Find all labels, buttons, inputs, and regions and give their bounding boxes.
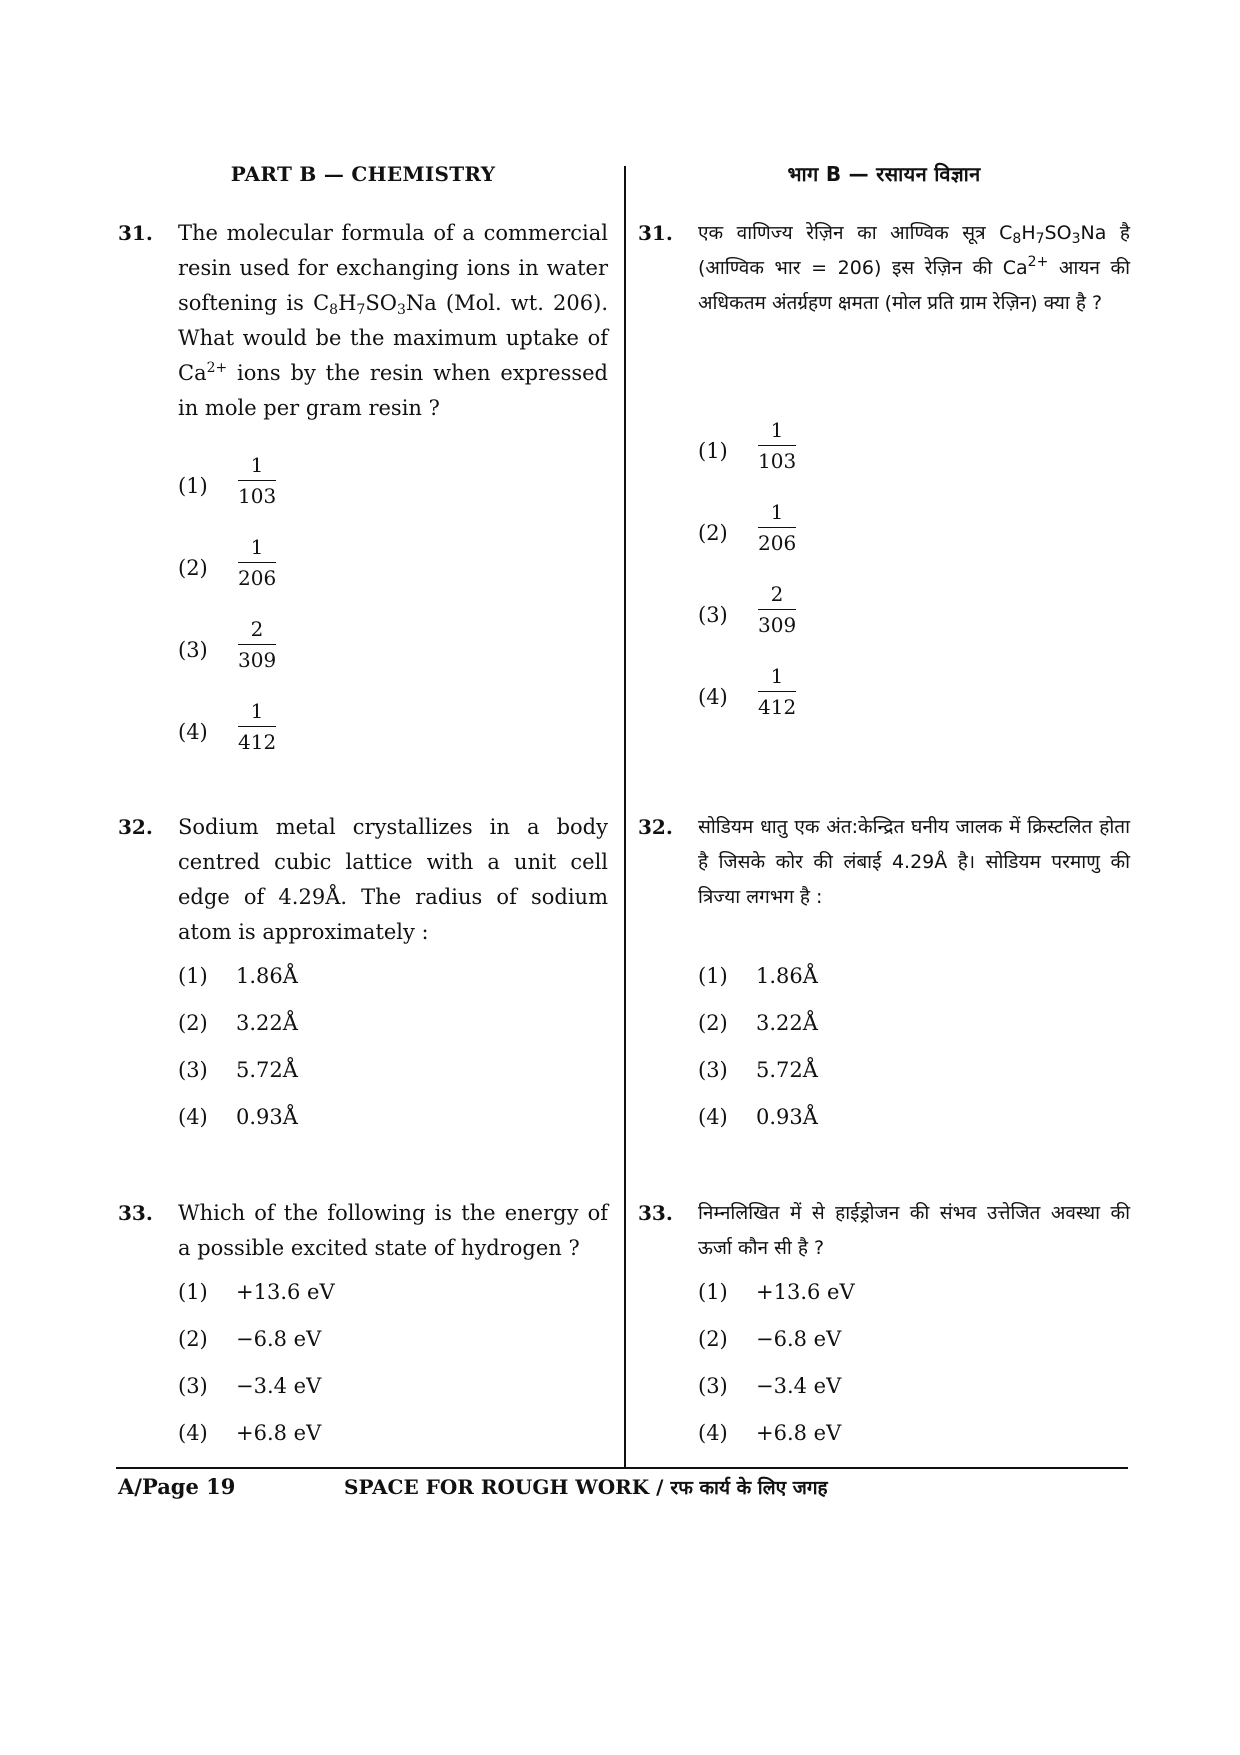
option-1: (1) +13.6 eV <box>178 1280 335 1304</box>
fraction: 1 103 <box>238 453 277 508</box>
option-4: (4) 1 412 <box>178 699 277 754</box>
option-3: (3) 2 309 <box>698 582 797 637</box>
question-31-english <box>118 216 608 780</box>
question-31-hindi <box>638 216 1130 745</box>
answer-options <box>698 1278 1130 1466</box>
question-32-hindi <box>638 810 1130 1150</box>
fraction: 2 309 <box>238 617 277 672</box>
option-1: (1) +13.6 eV <box>698 1280 855 1304</box>
question-text: Sodium metal crystallizes in a body centred cubic lattice with a unit cell edge of 4.29Å. The radius of sodium atom is approximately : <box>178 815 608 944</box>
question-text: The molecular formula of a commercial resin used for exchanging ions in water softening is $C_8H_7SO_3Na$ (Mol. wt. 206). What would be the maximum uptake of $Ca^{2+}$ ions by the resin when expressed in mole per gram resin ? <box>178 221 608 420</box>
question-number: 31. <box>118 221 153 245</box>
fraction: 1 412 <box>758 664 797 719</box>
option-1: (1) 1 103 <box>698 418 797 473</box>
option-1: (1) 1 103 <box>178 453 277 508</box>
option-4: (4) +6.8 eV <box>178 1421 322 1445</box>
column-divider <box>624 166 626 1468</box>
option-4: (4) 1 412 <box>698 664 797 719</box>
section-heading-hindi: भाग B — रसायन विज्ञान <box>787 162 981 186</box>
fraction: 1 206 <box>758 500 797 555</box>
question-number: 33. <box>638 1201 673 1225</box>
question-33-hindi <box>638 1196 1130 1466</box>
option-3: (3) 5.72Å <box>698 1058 818 1082</box>
footer-rule <box>116 1467 1128 1469</box>
option-3: (3) 2 309 <box>178 617 277 672</box>
hindi-column <box>638 160 1130 1445</box>
fraction: 1 206 <box>238 535 277 590</box>
fraction: 1 103 <box>758 418 797 473</box>
question-number: 32. <box>118 815 153 839</box>
section-heading-english: PART B — CHEMISTRY <box>230 162 496 186</box>
answer-options <box>698 962 1130 1150</box>
answer-options <box>178 962 608 1150</box>
question-number: 33. <box>118 1201 153 1225</box>
question-32-english <box>118 810 608 1150</box>
option-2: (2) 1 206 <box>698 500 797 555</box>
option-2: (2) 3.22Å <box>698 1011 818 1035</box>
option-3: (3) 5.72Å <box>178 1058 298 1082</box>
fraction: 1 412 <box>238 699 277 754</box>
option-3: (3) −3.4 eV <box>178 1374 322 1398</box>
option-2: (2) −6.8 eV <box>698 1327 842 1351</box>
answer-options <box>698 417 1130 745</box>
option-4: (4) 0.93Å <box>698 1105 818 1129</box>
question-33-english <box>118 1196 608 1466</box>
option-1: (1) 1.86Å <box>178 964 298 988</box>
answer-options <box>178 452 608 780</box>
page-number: A/Page 19 <box>118 1474 236 1499</box>
rough-work-label: SPACE FOR ROUGH WORK / रफ कार्य के लिए जगह <box>344 1475 828 1499</box>
option-2: (2) −6.8 eV <box>178 1327 322 1351</box>
fraction: 2 309 <box>758 582 797 637</box>
english-column <box>118 160 608 1445</box>
question-text: सोडियम धातु एक अंत:केन्द्रित घनीय जालक में क्रिस्टलित होता है जिसके कोर की लंबाई 4.29Å है। सोडियम परमाणु की त्रिज्या लगभग है : <box>698 816 1130 908</box>
answer-options <box>178 1278 608 1466</box>
option-2: (2) 1 206 <box>178 535 277 590</box>
option-4: (4) +6.8 eV <box>698 1421 842 1445</box>
option-2: (2) 3.22Å <box>178 1011 298 1035</box>
question-text: Which of the following is the energy of a possible excited state of hydrogen ? <box>178 1201 608 1260</box>
question-text: एक वाणिज्य रेज़िन का आण्विक सूत्र $C_8H_7SO_3Na$ है (आण्विक भार = 206) इस रेज़िन की $Ca^{2+}$ आयन की अधिकतम अंतर्ग्रहण क्षमता (मोल प्रति ग्राम रेज़िन) क्या है ? <box>698 222 1130 314</box>
question-text: निम्नलिखित में से हाईड्रोजन की संभव उत्तेजित अवस्था की ऊर्जा कौन सी है ? <box>698 1202 1130 1259</box>
question-number: 32. <box>638 815 673 839</box>
option-3: (3) −3.4 eV <box>698 1374 842 1398</box>
question-number: 31. <box>638 221 673 245</box>
option-4: (4) 0.93Å <box>178 1105 298 1129</box>
option-1: (1) 1.86Å <box>698 964 818 988</box>
